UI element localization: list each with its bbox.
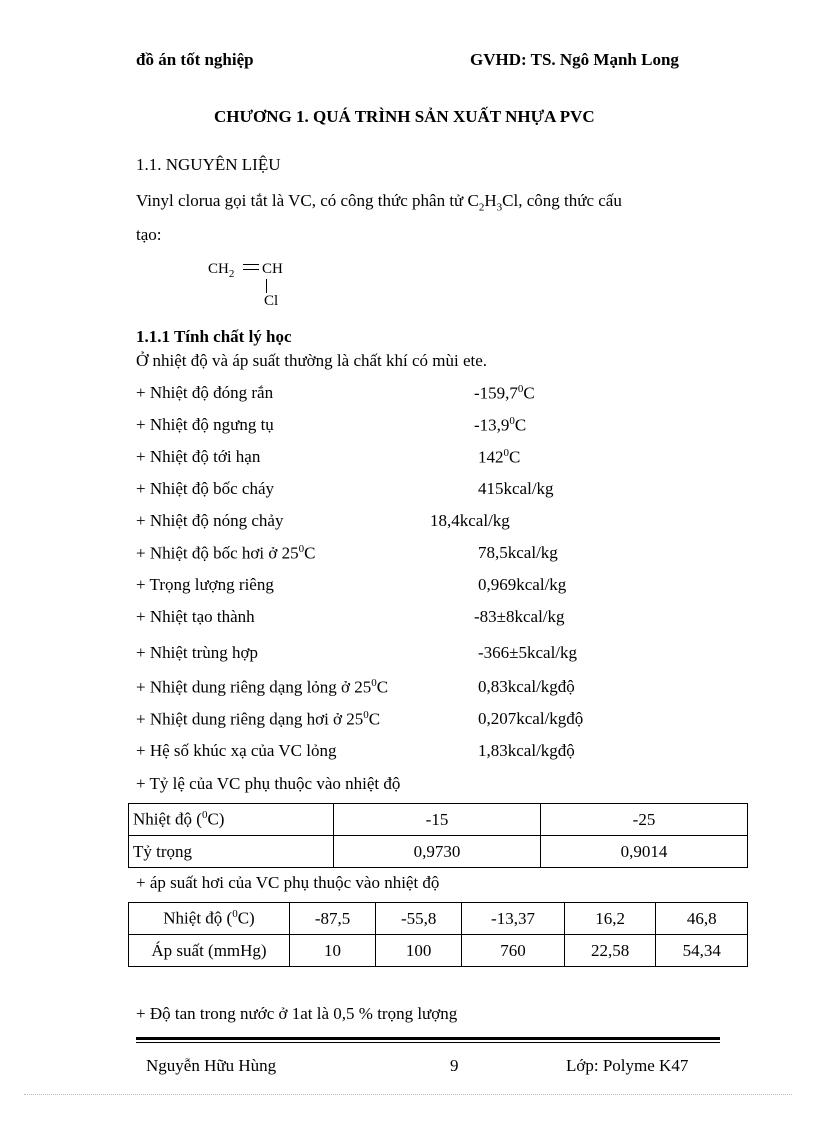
section-title: 1.1. NGUYÊN LIỆU bbox=[136, 155, 281, 174]
property-value: 18,4kcal/kg bbox=[430, 511, 510, 530]
density-table bbox=[128, 803, 748, 868]
intro-line-1: Vinyl clorua gọi tắt là VC, có công thức phân tử $C_2H_3Cl$, công thức cấu bbox=[136, 191, 622, 214]
table-cell: -15 bbox=[334, 804, 541, 836]
property-label: + Trọng lượng riêng bbox=[136, 575, 274, 594]
property-value: 0,969kcal/kg bbox=[478, 575, 567, 594]
double-bond bbox=[243, 264, 259, 270]
property-value: 415kcal/kg bbox=[478, 479, 554, 498]
chapter-title: CHƯƠNG 1. QUÁ TRÌNH SẢN XUẤT NHỰA PVC bbox=[214, 107, 595, 126]
property-value: -366±5kcal/kg bbox=[478, 643, 578, 662]
property-label: + Nhiệt độ đóng rắn bbox=[136, 383, 274, 402]
property-label: + Nhiệt tạo thành bbox=[136, 607, 255, 626]
property-label: + Nhiệt dung riêng dạng hơi ở $25^0C$ bbox=[136, 709, 381, 729]
header-right: GVHD: TS. Ngô Mạnh Long bbox=[470, 50, 679, 69]
footer-rule bbox=[136, 1037, 720, 1040]
property-row bbox=[136, 511, 736, 535]
footer-rule-thin bbox=[136, 1042, 720, 1043]
property-row bbox=[136, 447, 736, 471]
property-row bbox=[136, 741, 736, 765]
intro-line-2: tạo: bbox=[136, 225, 162, 244]
table-cell: -87,5 bbox=[290, 903, 376, 935]
table-cell: Nhiệt độ ($^0$C) bbox=[129, 804, 334, 836]
property-row bbox=[136, 643, 736, 667]
property-row bbox=[136, 415, 736, 439]
table-row bbox=[129, 903, 748, 935]
pressure-table bbox=[128, 902, 748, 967]
subsection-intro: Ở nhiệt độ và áp suất thường là chất khí có mùi ete. bbox=[136, 351, 488, 370]
structure-ch2: $CH_2$ bbox=[208, 261, 235, 280]
table-cell: 0,9730 bbox=[334, 836, 541, 868]
footer-author: Nguyễn Hữu Hùng bbox=[146, 1056, 277, 1075]
density-caption: + Tỷ lệ của VC phụ thuộc vào nhiệt độ bbox=[136, 774, 401, 793]
property-value: -13,9$^0$C bbox=[474, 415, 527, 435]
property-row bbox=[136, 479, 736, 503]
page-edge bbox=[24, 1094, 792, 1095]
header-left: đồ án tốt nghiệp bbox=[136, 50, 254, 69]
property-value: -83±8kcal/kg bbox=[474, 607, 565, 626]
table-row bbox=[129, 836, 748, 868]
property-label: + Nhiệt độ ngưng tụ bbox=[136, 415, 274, 434]
table-cell: Nhiệt độ ($^0$C) bbox=[129, 903, 290, 935]
property-row bbox=[136, 383, 736, 407]
property-label: + Nhiệt độ bốc cháy bbox=[136, 479, 274, 498]
table-row bbox=[129, 935, 748, 967]
property-value: -159,7$^0$C bbox=[474, 383, 535, 403]
subsection-title: 1.1.1 Tính chất lý học bbox=[136, 327, 292, 346]
structure-cl: Cl bbox=[264, 293, 279, 309]
property-row bbox=[136, 677, 736, 701]
property-row bbox=[136, 543, 736, 567]
single-bond bbox=[266, 279, 267, 293]
solubility-text: + Độ tan trong nước ở 1at là 0,5 % trọng lượng bbox=[136, 1004, 458, 1023]
property-label: + Nhiệt độ tới hạn bbox=[136, 447, 261, 466]
footer-page-number: 9 bbox=[450, 1056, 459, 1075]
table-row bbox=[129, 804, 748, 836]
table-cell: Áp suất (mmHg) bbox=[129, 935, 290, 967]
footer-class: Lớp: Polyme K47 bbox=[566, 1056, 689, 1075]
table-cell: 10 bbox=[290, 935, 376, 967]
table-cell: -13,37 bbox=[462, 903, 565, 935]
table-cell: Tỷ trọng bbox=[129, 836, 334, 868]
table-cell: -55,8 bbox=[376, 903, 462, 935]
table-cell: 46,8 bbox=[656, 903, 748, 935]
structure-ch: CH bbox=[262, 261, 283, 277]
property-label: + Nhiệt trùng hợp bbox=[136, 643, 258, 662]
property-row bbox=[136, 709, 736, 733]
property-value: 0,207kcal/kgđộ bbox=[478, 709, 584, 728]
pressure-caption: + áp suất hơi của VC phụ thuộc vào nhiệt độ bbox=[136, 873, 440, 892]
property-label: + Nhiệt độ bốc hơi ở $25^0C$ bbox=[136, 543, 316, 563]
table-cell: 100 bbox=[376, 935, 462, 967]
table-cell: 16,2 bbox=[564, 903, 656, 935]
property-value: 1,83kcal/kgđộ bbox=[478, 741, 575, 760]
table-cell: 0,9014 bbox=[541, 836, 748, 868]
table-cell: -25 bbox=[541, 804, 748, 836]
property-value: $142^0C$ bbox=[478, 447, 521, 467]
table-cell: 54,34 bbox=[656, 935, 748, 967]
property-label: + Nhiệt dung riêng dạng lỏng ở $25^0C$ bbox=[136, 677, 389, 697]
property-label: + Hệ số khúc xạ của VC lỏng bbox=[136, 741, 337, 760]
table-cell: 22,58 bbox=[564, 935, 656, 967]
property-value: 0,83kcal/kgđộ bbox=[478, 677, 575, 696]
property-row bbox=[136, 607, 736, 631]
property-label: + Nhiệt độ nóng chảy bbox=[136, 511, 284, 530]
property-value: 78,5kcal/kg bbox=[478, 543, 558, 562]
table-cell: 760 bbox=[462, 935, 565, 967]
property-row bbox=[136, 575, 736, 599]
